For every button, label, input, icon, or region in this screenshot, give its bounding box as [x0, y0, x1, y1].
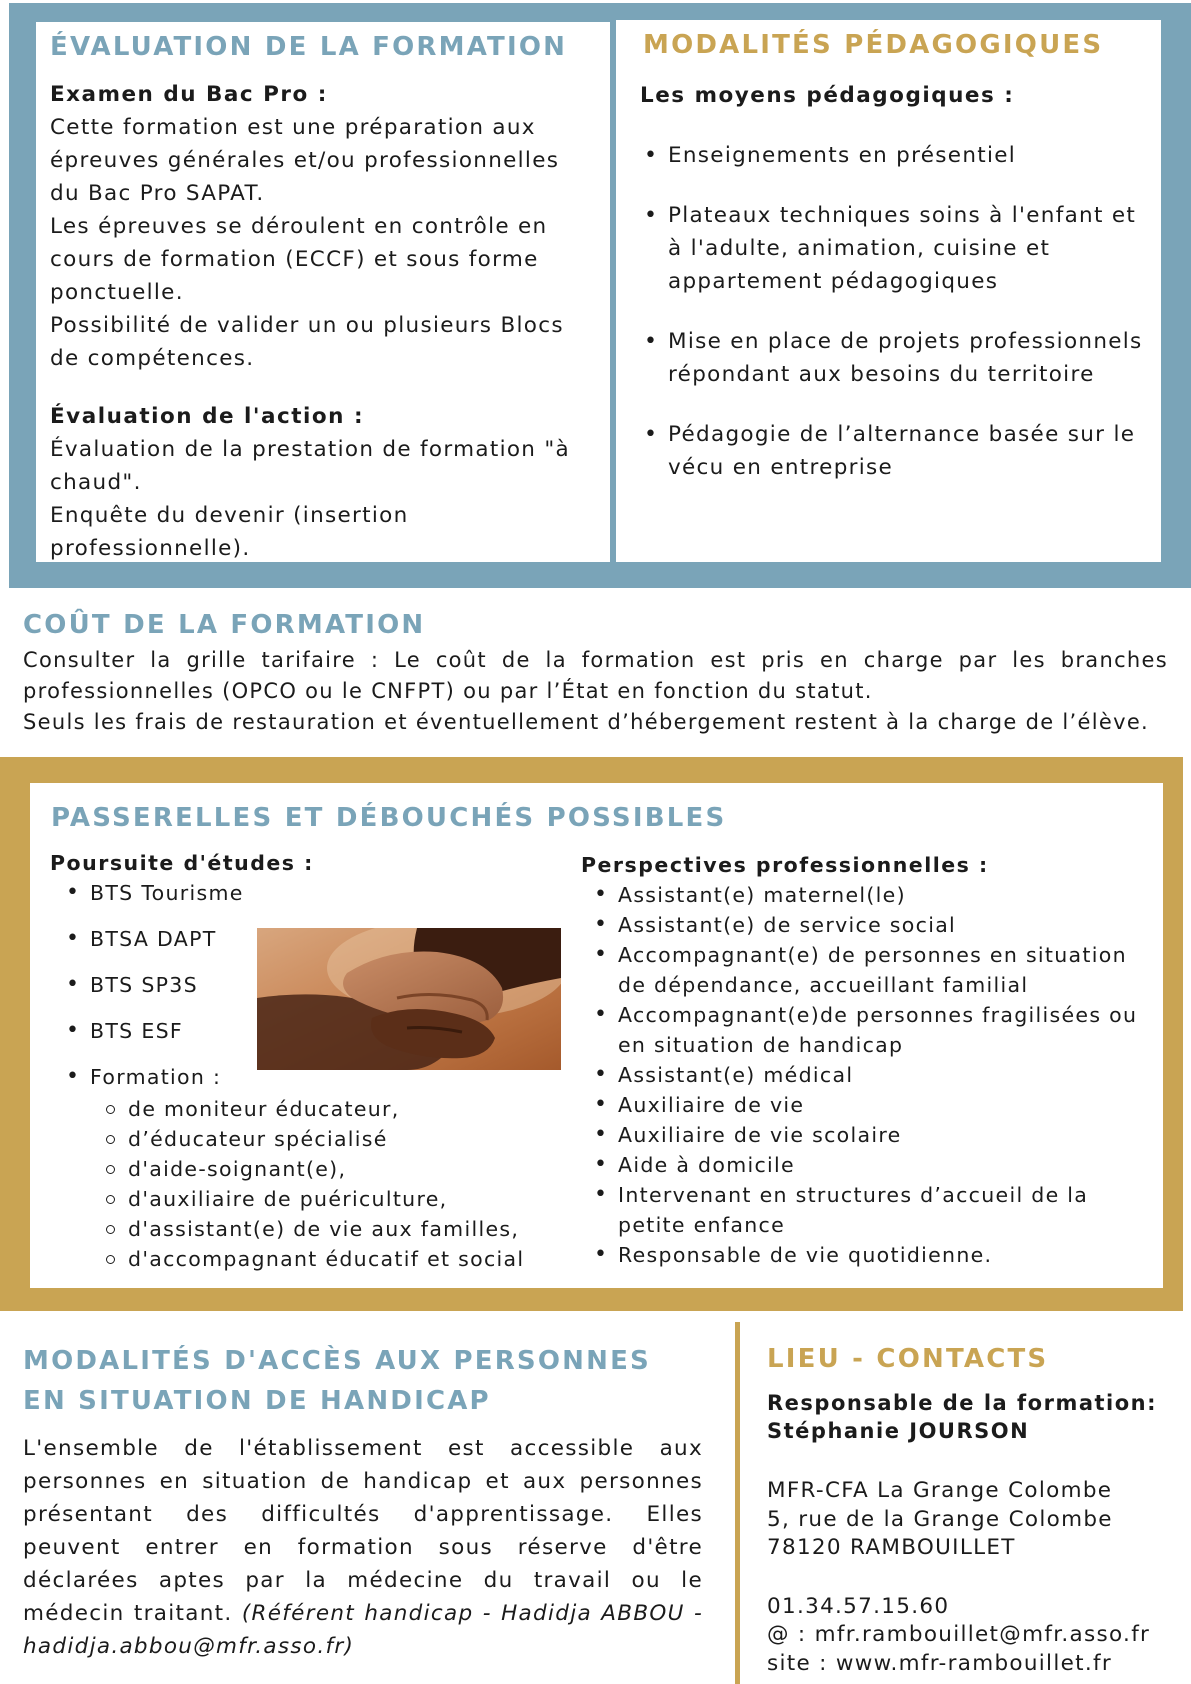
modalites-list [640, 139, 1155, 484]
contacts-title: LIEU - CONTACTS [767, 1344, 1049, 1374]
list-item: • Assistant(e) maternel(le) [590, 880, 1160, 910]
list-item: • Auxiliaire de vie [590, 1090, 1160, 1120]
list-item: d’éducateur spécialisé [100, 1124, 560, 1154]
formations-list [100, 1094, 560, 1274]
list-item: • Formation : [62, 1062, 262, 1092]
exam-text: Cette formation est une préparation aux épreuves générales et/ou professionnelles du Bac Pro SAPAT. [50, 115, 560, 206]
cout-text-1: Consulter la grille tarifaire : Le coût de la formation est pris en charge par les branches professionnelles (OPCO ou le CNFPT) ou par l’État en fonction du statut. [23, 648, 1168, 703]
hands-photo [257, 928, 561, 1070]
list-item: • Intervenant en structures d’accueil de la petite enfance [590, 1180, 1160, 1240]
list-item: • Assistant(e) de service social [590, 910, 1160, 940]
list-item: d'accompagnant éducatif et social [100, 1244, 560, 1274]
list-item: • Mise en place de projets professionnels répondant aux besoins du territoire [640, 325, 1155, 391]
perspectives-list [590, 880, 1160, 1270]
exam-title: Examen du Bac Pro : [50, 82, 328, 107]
list-item: • Accompagnant(e)de personnes fragilisées ou en situation de handicap [590, 1000, 1160, 1060]
handicap-text [23, 1432, 703, 1663]
address-line-3: 78120 RAMBOUILLET [767, 1535, 1016, 1560]
handicap-body: L'ensemble de l'établissement est accessible aux personnes en situation de handicap et aux personnes présentant des difficultés d'apprentissage. Elles peuvent entrer en formation sous réserve d'être déclarées aptes par la médecine du travail ou le médecin traitant. [23, 1436, 703, 1626]
list-item: d'auxiliaire de puériculture, [100, 1184, 560, 1214]
list-item: • BTS Tourisme [62, 878, 262, 908]
list-item: • Plateaux techniques soins à l'enfant et à l'adulte, animation, cuisine et appartement pédagogiques [640, 199, 1155, 298]
list-item: • Accompagnant(e) de personnes en situation de dépendance, accueillant familial [590, 940, 1160, 1000]
cout-title: COÛT DE LA FORMATION [23, 610, 426, 640]
passerelles-title: PASSERELLES ET DÉBOUCHÉS POSSIBLES [51, 803, 727, 833]
list-item: d'aide-soignant(e), [100, 1154, 560, 1184]
action-title: Évaluation de l'action : [50, 404, 365, 429]
modalites-title: MODALITÉS PÉDAGOGIQUES [643, 30, 1104, 60]
list-item: • BTS SP3S [62, 970, 262, 1000]
list-item: • Responsable de vie quotidienne. [590, 1240, 1160, 1270]
list-item: • Pédagogie de l’alternance basée sur le vécu en entreprise [640, 418, 1155, 484]
list-item: • Enseignements en présentiel [640, 139, 1155, 172]
list-item: • Assistant(e) médical [590, 1060, 1160, 1090]
evaluation-title: ÉVALUATION DE LA FORMATION [50, 32, 568, 62]
evaluation-body [50, 78, 590, 565]
cout-text-2: Seuls les frais de restauration et éventuellement d’hébergement restent à la charge de l’élève. [23, 710, 1150, 734]
etudes-list [62, 878, 262, 1092]
etudes-title: Poursuite d'études : [50, 851, 314, 875]
list-item: • Auxiliaire de vie scolaire [590, 1120, 1160, 1150]
modalites-subtitle: Les moyens pédagogiques : [640, 83, 1015, 108]
responsable-label: Responsable de la formation: [767, 1391, 1158, 1415]
exam-text-2: Les épreuves se déroulent en contrôle en cours de formation (ECCF) et sous forme ponctuelle. [50, 214, 548, 305]
list-item: de moniteur éducateur, [100, 1094, 560, 1124]
action-text: Évaluation de la prestation de formation "à chaud". [50, 437, 571, 495]
column-divider [735, 1322, 740, 1684]
list-item: • BTSA DAPT [62, 924, 262, 954]
phone-number: 01.34.57.15.60 [767, 1594, 950, 1619]
list-item: • Aide à domicile [590, 1150, 1160, 1180]
responsable-name: Stéphanie JOURSON [767, 1419, 1030, 1443]
action-text-2: Enquête du devenir (insertion professionnelle). [50, 503, 409, 561]
list-item: • BTS ESF [62, 1016, 262, 1046]
exam-text-3: Possibilité de valider un ou plusieurs Blocs de compétences. [50, 313, 564, 371]
list-item: d'assistant(e) de vie aux familles, [100, 1214, 560, 1244]
website-link[interactable]: site : www.mfr-rambouillet.fr [767, 1651, 1112, 1676]
address-line-1: MFR-CFA La Grange Colombe [767, 1478, 1113, 1503]
hands-illustration [257, 928, 561, 1070]
handicap-title: MODALITÉS D'ACCÈS AUX PERSONNES EN SITUATION DE HANDICAP [23, 1346, 651, 1416]
address-line-2: 5, rue de la Grange Colombe [767, 1507, 1113, 1532]
perspectives-title: Perspectives professionnelles : [581, 853, 989, 877]
handicap-referent: (Référent handicap - Hadidja ABBOU - hadidja.abbou@mfr.asso.fr) [23, 1601, 703, 1659]
email-link[interactable]: @ : mfr.rambouillet@mfr.asso.fr [767, 1622, 1151, 1647]
